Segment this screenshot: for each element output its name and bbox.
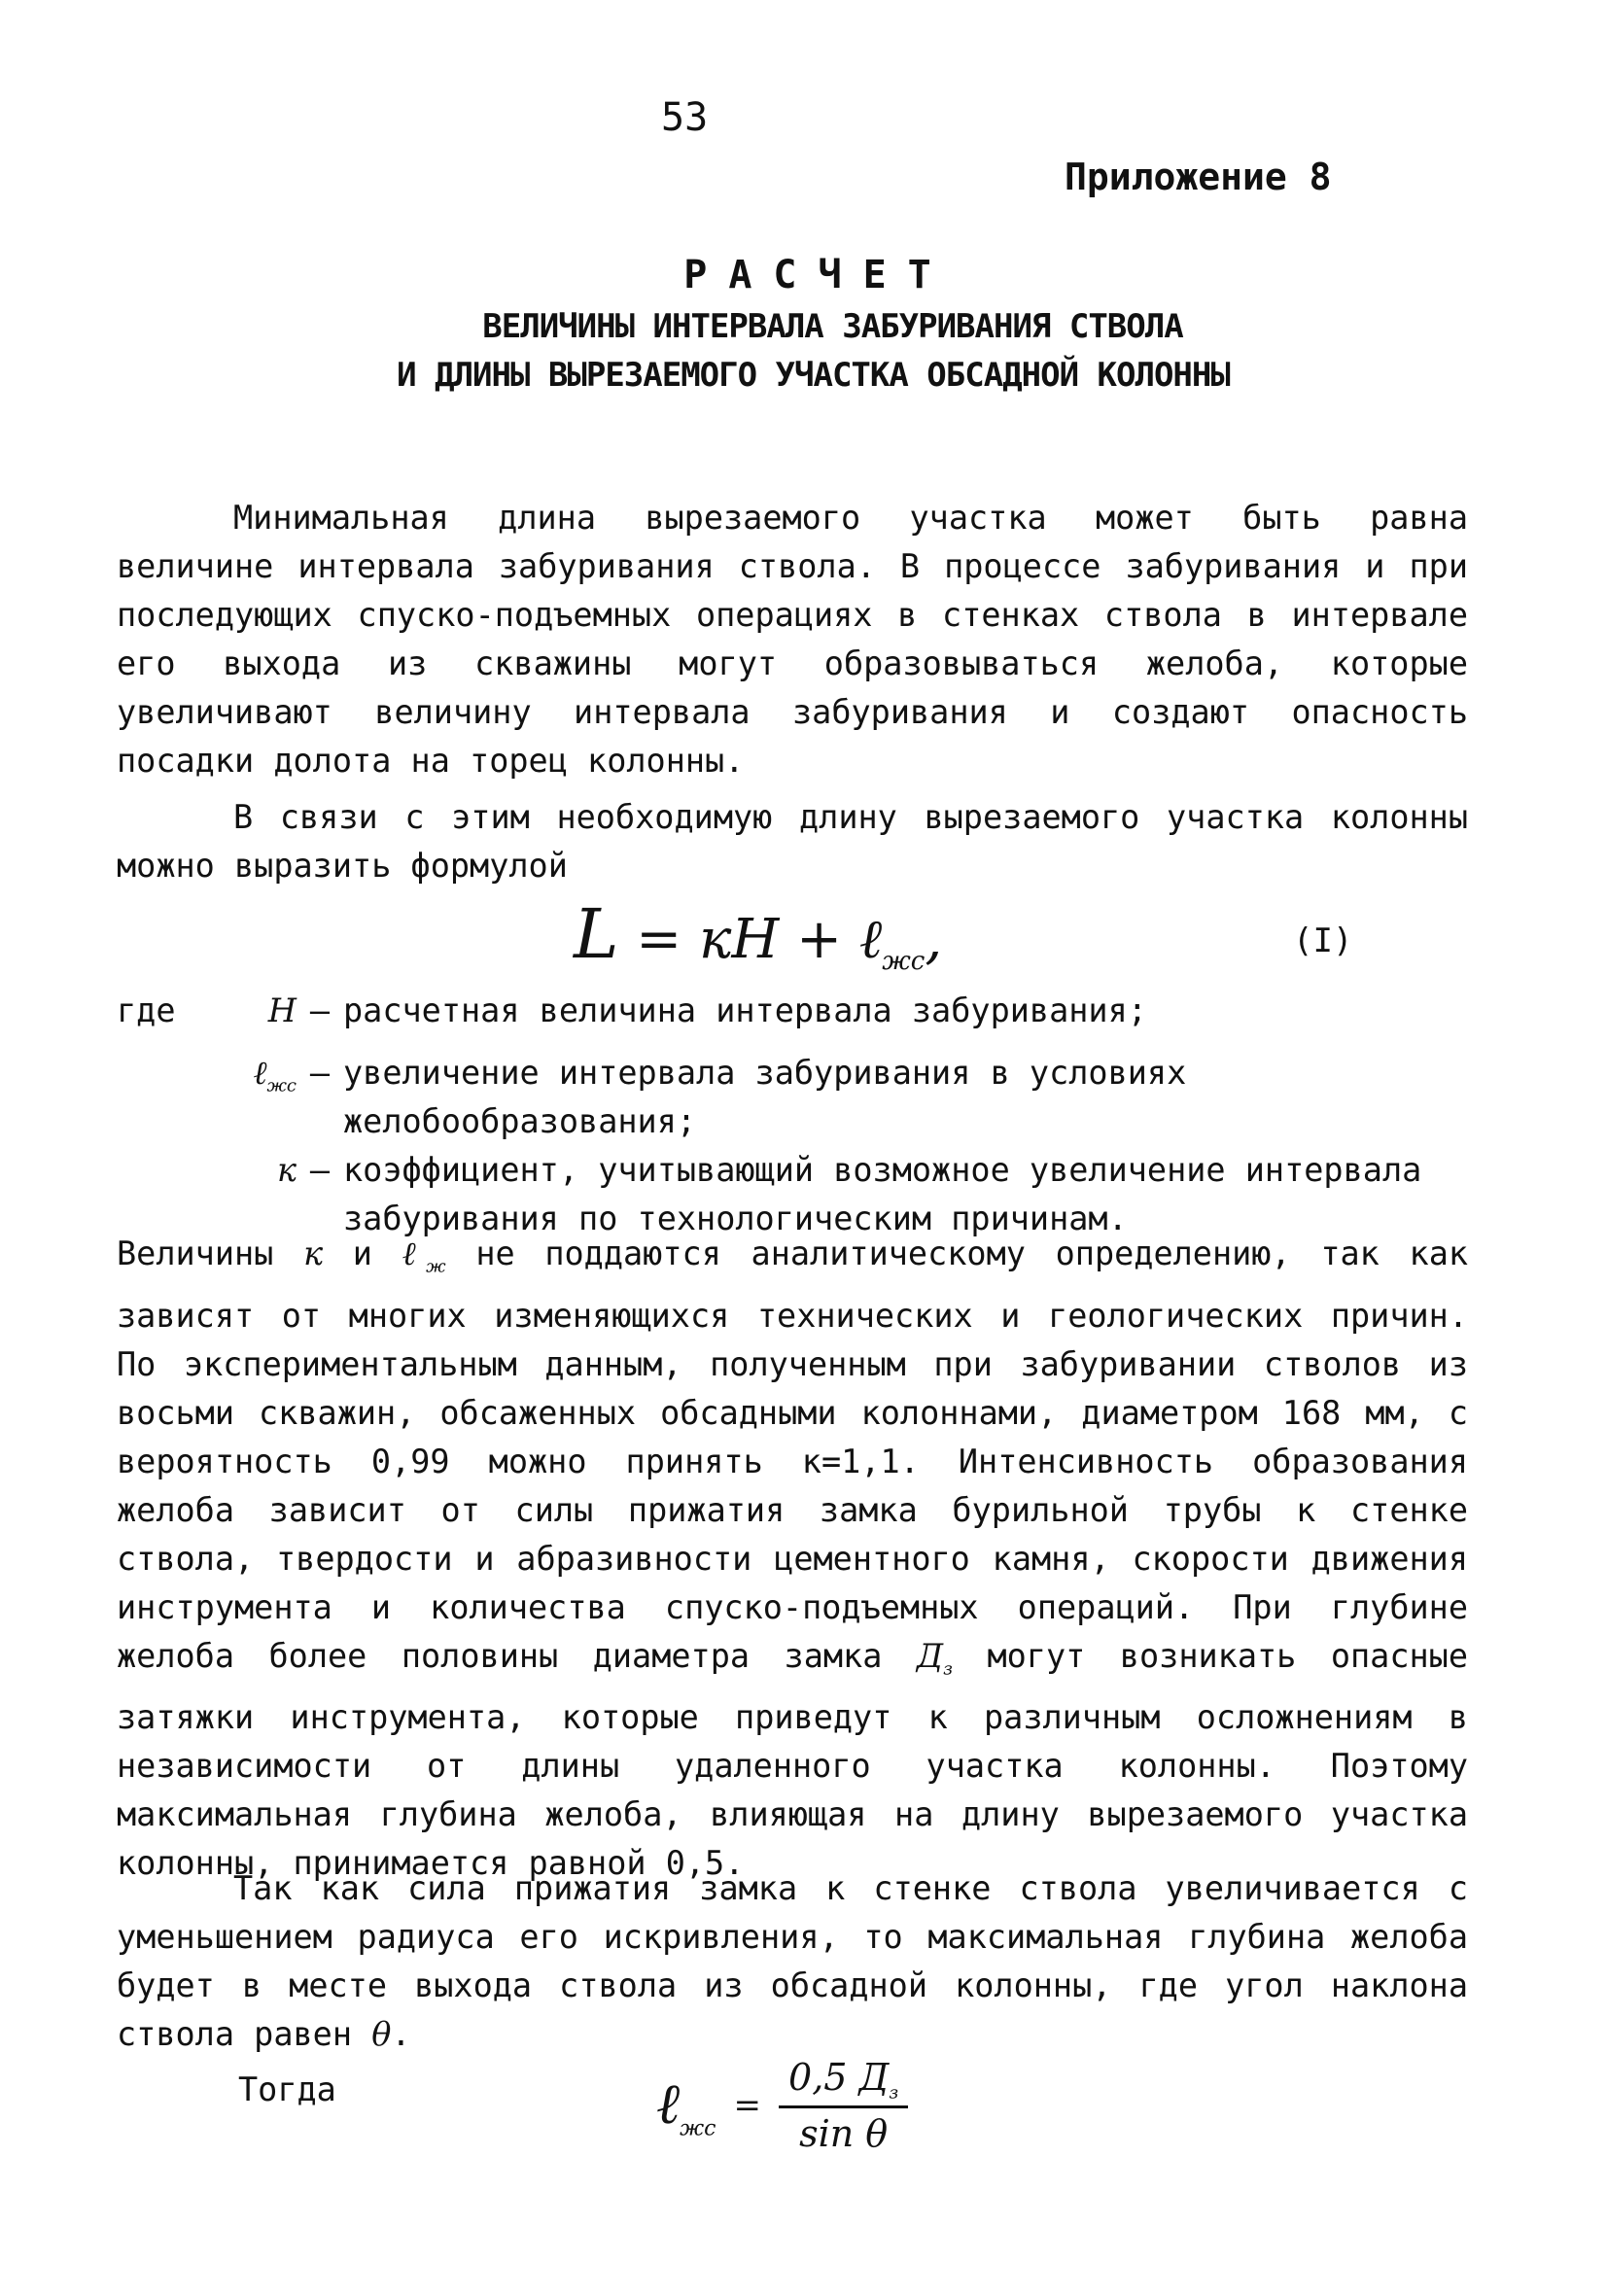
definition-dash: – [309, 1150, 331, 1189]
definition-dash: – [309, 1053, 331, 1092]
fraction-numerator-main: 0,5 Д [788, 2056, 890, 2099]
definition-text: увеличение интервала забуривания в условиях желобообразования; [343, 1053, 1187, 1140]
formula-1-kH: кН [699, 908, 780, 971]
symbol-l [402, 1235, 446, 1277]
definition-lead: где [117, 991, 176, 1029]
title-line-2: И ДЛИНЫ ВЫРЕЗАЕМОГО УЧАСТКА ОБСАДНОЙ КОЛОННЫ [397, 356, 1230, 395]
paragraph-3 [117, 1230, 1468, 1888]
formula-2-lhs-sub: жс [680, 2116, 716, 2141]
definition-symbol [219, 1049, 297, 1146]
definition-row [117, 1049, 1478, 1146]
formula-1-l-sub: жс [882, 947, 926, 977]
fraction-numerator [779, 2056, 908, 2108]
formula-1-l: ℓ [858, 908, 883, 971]
definition-lead [117, 1049, 219, 1146]
definition-symbol-sub: жс [266, 1075, 297, 1096]
paragraph-4 [117, 1864, 1468, 2059]
definitions-list [117, 987, 1478, 1243]
formula-1-comma: , [925, 908, 943, 971]
formula-2-lhs-main: ℓ [656, 2070, 681, 2137]
paragraph-3-start: Величины [117, 1235, 274, 1272]
definition-text: расчетная величина интервала забуривания; [343, 991, 1147, 1029]
formula-2-lhs [656, 2070, 716, 2141]
then-label: Тогда [238, 2070, 336, 2108]
paragraph-2: В связи с этим необходимую длину вырезаемого участка колонны можно выразить формулой [117, 798, 1468, 885]
symbol-l-main: ℓ [402, 1235, 427, 1272]
symbol-theta: θ [371, 2015, 392, 2053]
fraction-numerator-sub: з [889, 2082, 899, 2104]
paragraph-1: Минимальная длина вырезаемого участка может быть равна величине интервала забуривания ствола. В процессе забуривания и при последующих спуско-подъемных операциях в стенках ствола в интервале его выхода из скважины могут образовываться желоба, которые увеличивают величину интервала забуривания и создают опасность посадки долота на торец колонны. [117, 499, 1468, 780]
equation-number: (I) [1293, 922, 1353, 960]
title-block [0, 253, 1607, 395]
title-line-1: ВЕЛИЧИНЫ ИНТЕРВАЛА ЗАБУРИВАНИЯ СТВОЛА [482, 307, 1183, 346]
paragraph-4-body: Так как сила прижатия замка к стенке ствола увеличивается с уменьшением радиуса его искривления, то максимальная глубина желоба будет в месте выхода ствола из обсадной колонны, где угол наклона ствола равен [117, 1869, 1468, 2053]
formula-2-fraction [779, 2056, 908, 2155]
definition-text: коэффициент, учитывающий возможное увеличение интервала забуривания по технологическим причинам. [343, 1150, 1422, 1237]
paragraph-3-body: не поддаются аналитическому определению, так как зависят от многих изменяющихся технических и геологических причин. По экспериментальным данным, полученным при забуривании стволов из восьми скважин, обсаженных обсадными колоннами, диаметром 168 мм, с вероятность 0,99 можно принять к=1,1. Интенсивность образования желоба зависит от силы прижатия замка бурильной трубы к стенке ствола, твердости и абразивности цементного камня, скорости движения инструмента и количества спуско-подъемных операций. При глубине желоба более половины диаметра замка [117, 1235, 1469, 1675]
definition-symbol-main: ℓ [253, 1053, 267, 1092]
formula-1-eq: = [636, 908, 682, 971]
symbol-k: к [303, 1235, 324, 1272]
symbol-dz [916, 1636, 953, 1680]
definition-symbol-main: к [276, 1150, 297, 1189]
definition-row [117, 987, 1478, 1049]
definition-symbol [219, 1146, 297, 1243]
formula-2-eq: = [733, 2085, 762, 2125]
paragraph-3-end: могут возникать опасные затяжки инструмента, которые приведут к различным осложнениям в независимости от длины удаленного участка колонны. Поэтому максимальная глубина желоба, влияющая на длину вырезаемого участка колонны, принимается равной 0,5. [117, 1636, 1469, 1883]
formula-1-L: L [574, 894, 619, 974]
formula-1-plus: + [796, 908, 843, 971]
paragraph-3-and: и [352, 1235, 372, 1272]
symbol-dz-sub: з [943, 1658, 953, 1680]
paragraph-4-end: . [391, 2015, 411, 2053]
formula-1 [574, 894, 942, 976]
definition-lead [117, 1146, 219, 1243]
definition-dash: – [309, 991, 331, 1029]
symbol-dz-main: Д [916, 1636, 944, 1675]
definition-symbol [219, 987, 297, 1049]
definition-symbol-main: Н [267, 991, 297, 1029]
appendix-label: Приложение 8 [1065, 156, 1332, 198]
formula-2 [656, 2056, 908, 2155]
symbol-l-sub: ж [426, 1256, 446, 1277]
page-number: 53 [661, 95, 709, 140]
definition-row [117, 1146, 1478, 1243]
fraction-denominator: sin θ [799, 2111, 889, 2155]
title-main: РАСЧЕТ [683, 253, 953, 297]
